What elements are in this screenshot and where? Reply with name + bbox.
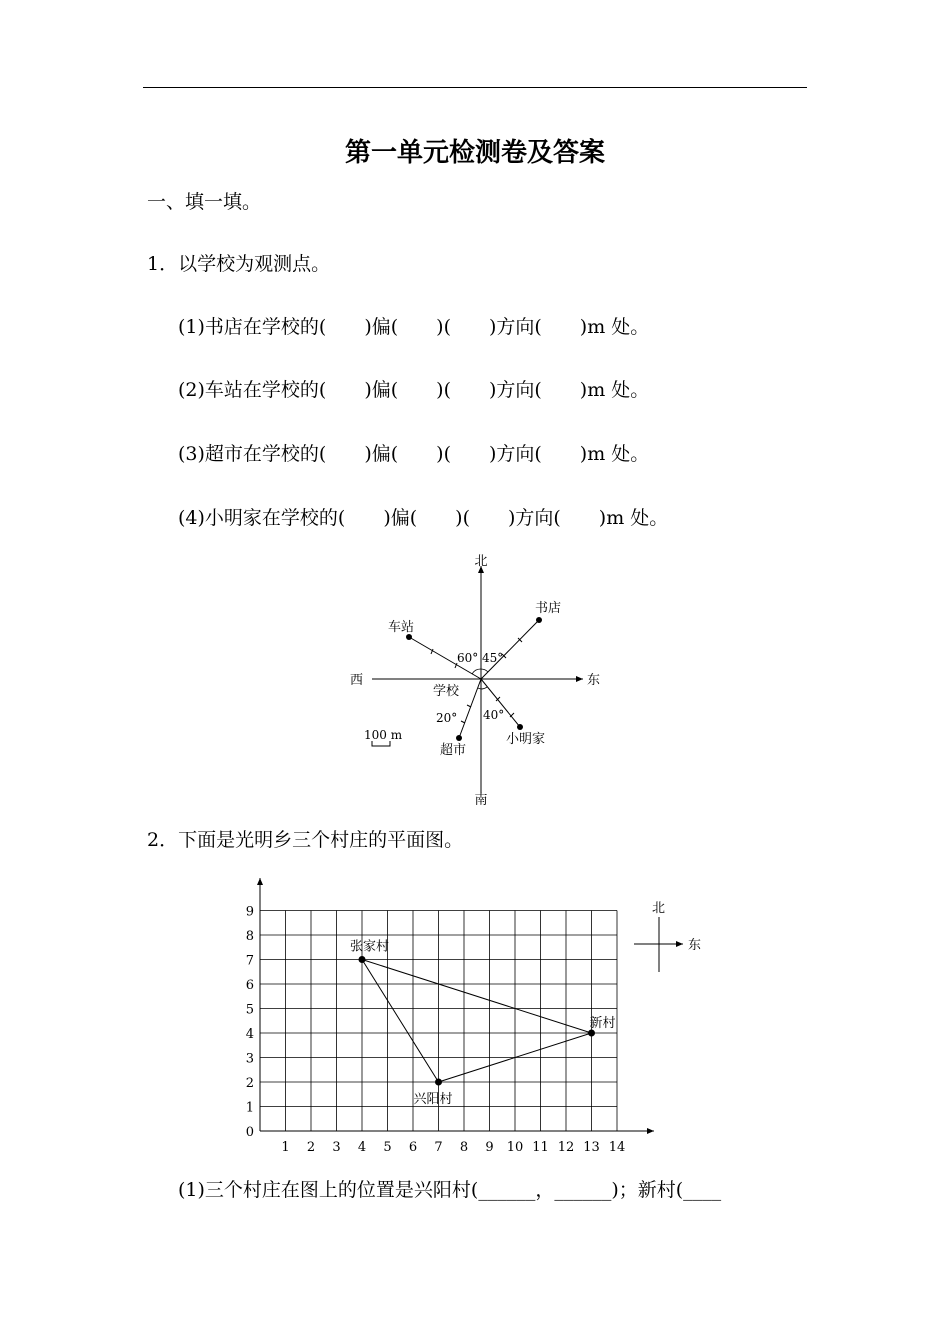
x-tick-label: 12 — [557, 1140, 575, 1155]
section-heading: 一、填一填。 — [147, 191, 262, 213]
y-tick-label: 8 — [245, 929, 254, 944]
question-1-item-2: (2)车站在学校的( )偏( )( )方向( )m 处。 — [178, 379, 650, 401]
y-tick-label: 2 — [245, 1076, 254, 1091]
ray-bookstore — [481, 620, 539, 679]
y-tick-label: 5 — [245, 1002, 254, 1018]
compass-east-label: 东 — [688, 938, 702, 953]
village-label: 张家村 — [350, 939, 390, 955]
village-point — [359, 956, 366, 963]
x-tick-label: 4 — [357, 1140, 367, 1155]
x-tick-label: 1 — [281, 1140, 290, 1155]
label-school: 学校 — [433, 684, 460, 699]
compass-north-label: 北 — [652, 901, 666, 916]
village-label: 新村 — [589, 1016, 616, 1031]
label-xiaoming: 小明家 — [506, 732, 546, 747]
label-supermarket: 超市 — [440, 743, 467, 758]
village-label: 兴阳村 — [413, 1092, 453, 1107]
y-tick-label: 4 — [245, 1027, 254, 1042]
village-grid-map — [236, 872, 716, 1158]
x-tick-label: 7 — [434, 1140, 443, 1155]
x-tick-label: 2 — [306, 1140, 316, 1155]
page-title: 第一单元检测卷及答案 — [344, 138, 605, 168]
point-bookstore — [536, 617, 542, 623]
label-angle-40: 40° — [483, 708, 505, 722]
question-2-sub-1: (1)三个村庄在图上的位置是兴阳村(______，______)；新村(____ — [178, 1179, 722, 1201]
ray-supermarket — [459, 679, 481, 738]
label-north: 北 — [474, 554, 488, 569]
x-tick-label: 6 — [408, 1140, 418, 1155]
label-bookstore: 书店 — [535, 601, 562, 616]
point-supermarket — [456, 735, 462, 741]
y-tick-labels — [246, 905, 254, 1141]
x-tick-label: 11 — [532, 1140, 549, 1155]
y-tick-label: 3 — [245, 1051, 254, 1067]
y-tick-label: 6 — [245, 978, 254, 993]
direction-diagram — [330, 548, 630, 810]
x-tick-label: 13 — [583, 1140, 600, 1155]
label-south: 南 — [474, 793, 488, 808]
x-tick-label: 3 — [332, 1140, 341, 1155]
point-xiaoming — [517, 724, 523, 730]
label-east: 东 — [587, 673, 601, 688]
question-1-stem: 1．以学校为观测点。 — [147, 253, 331, 275]
x-tick-label: 10 — [506, 1140, 524, 1155]
x-tick-label: 8 — [459, 1140, 469, 1155]
x-tick-label: 9 — [485, 1140, 494, 1155]
y-tick-label: 7 — [245, 953, 254, 969]
label-angle-60: 60° — [457, 651, 479, 665]
x-tick-label: 14 — [608, 1140, 626, 1155]
label-station: 车站 — [388, 620, 415, 635]
scale-label: 100 m — [364, 728, 403, 742]
x-tick-labels — [281, 1140, 625, 1155]
question-1-item-1: (1)书店在学校的( )偏( )( )方向( )m 处。 — [178, 316, 650, 338]
village-point — [435, 1079, 442, 1086]
header-rule — [143, 87, 807, 88]
question-1-item-3: (3)超市在学校的( )偏( )( )方向( )m 处。 — [178, 443, 650, 465]
label-angle-20: 20° — [436, 711, 458, 725]
question-1-item-4: (4)小明家在学校的( )偏( )( )方向( )m 处。 — [178, 507, 669, 529]
y-tick-label: 0 — [245, 1125, 254, 1140]
village-triangle — [362, 960, 592, 1083]
x-tick-label: 5 — [383, 1140, 392, 1155]
y-tick-label: 9 — [245, 904, 254, 920]
label-west: 西 — [350, 673, 364, 688]
label-angle-45: 45° — [482, 651, 504, 665]
question-2-stem: 2．下面是光明乡三个村庄的平面图。 — [147, 829, 464, 851]
y-tick-label: 1 — [245, 1100, 254, 1116]
